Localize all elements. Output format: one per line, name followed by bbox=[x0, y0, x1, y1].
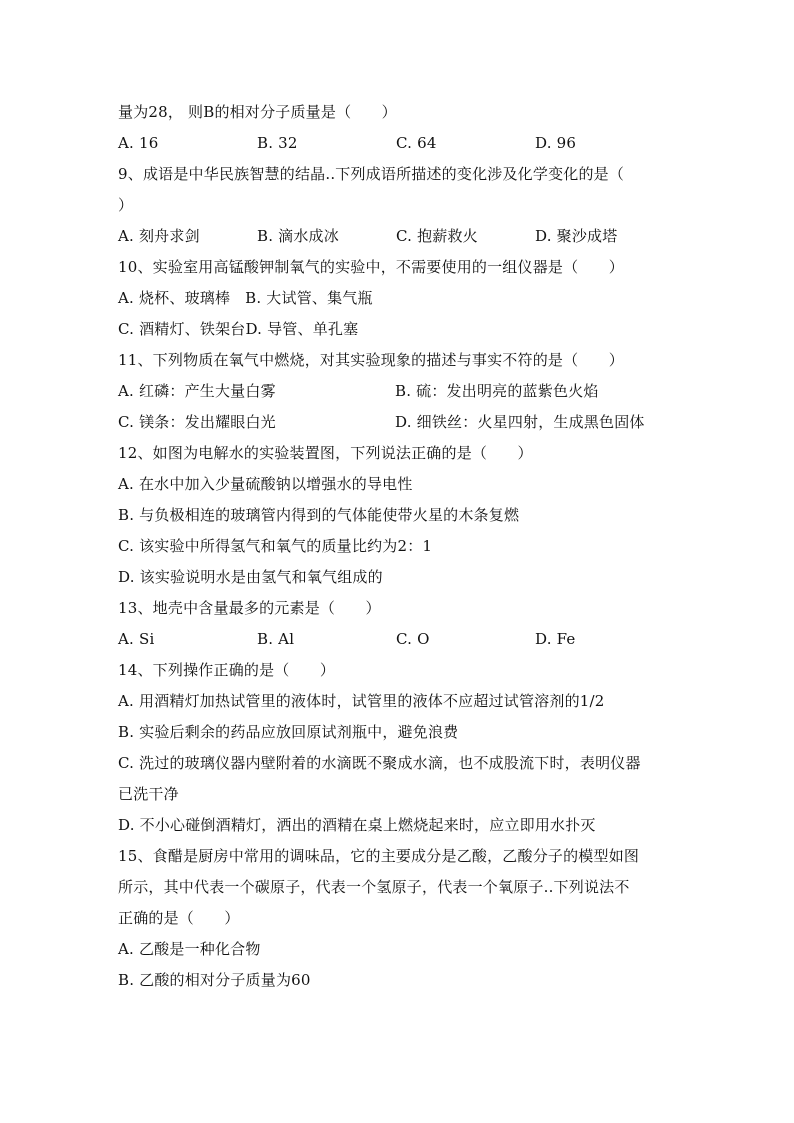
q13-option-a: A. Si bbox=[118, 630, 155, 648]
q13-option-b: B. Al bbox=[257, 630, 295, 648]
q15-option-a: A. 乙酸是一种化合物 bbox=[118, 940, 261, 958]
q11-stem: 11、下列物质在氧气中燃烧，对其实验现象的描述与事实不符的是（ ） bbox=[118, 351, 624, 369]
q11-option-a: A. 红磷：产生大量白雾 bbox=[118, 382, 276, 400]
q9-option-d: D. 聚沙成塔 bbox=[535, 227, 618, 245]
q12-option-b: B. 与负极相连的玻璃管内得到的气体能使带火星的木条复燃 bbox=[118, 506, 520, 524]
q14-option-b: B. 实验后剩余的药品应放回原试剂瓶中，避免浪费 bbox=[118, 723, 459, 741]
q12-option-d: D. 该实验说明水是由氢气和氧气组成的 bbox=[118, 568, 383, 586]
q8-stem-continuation: 量为28， 则B的相对分子质量是（ ） bbox=[118, 103, 397, 121]
q8-option-d: D. 96 bbox=[535, 134, 577, 152]
q15-stem-line-3: 正确的是（ ） bbox=[118, 909, 240, 927]
q9-options bbox=[118, 221, 678, 252]
q14-option-d: D. 不小心碰倒酒精灯，洒出的酒精在桌上燃烧起来时，应立即用水扑灭 bbox=[118, 816, 596, 834]
q12-option-a: A. 在水中加入少量硫酸钠以增强水的导电性 bbox=[118, 475, 413, 493]
q10-option-d: D. 导管、单孔塞 bbox=[245, 320, 359, 338]
q11-option-d: D. 细铁丝：火星四射，生成黑色固体 bbox=[395, 413, 645, 431]
q13-option-c: C. O bbox=[396, 630, 430, 648]
q9-option-b: B. 滴水成冰 bbox=[257, 227, 339, 245]
q11-options-row-1 bbox=[118, 376, 678, 407]
q9-stem-continuation: ） bbox=[118, 196, 134, 214]
q10-option-c: C. 酒精灯、铁架台 bbox=[118, 320, 246, 338]
q9-stem: 9、成语是中华民族智慧的结晶..下列成语所描述的变化涉及化学变化的是（ bbox=[118, 165, 625, 183]
q11-option-b: B. 硫：发出明亮的蓝紫色火焰 bbox=[395, 382, 599, 400]
q10-option-b: B. 大试管、集气瓶 bbox=[245, 289, 373, 307]
exam-page bbox=[118, 97, 678, 996]
q10-stem: 10、实验室用高锰酸钾制氧气的实验中，不需要使用的一组仪器是（ ） bbox=[118, 258, 624, 276]
q12-option-c: C. 该实验中所得氢气和氧气的质量比约为2：1 bbox=[118, 537, 433, 555]
q12-stem: 12、如图为电解水的实验装置图，下列说法正确的是（ ） bbox=[118, 444, 533, 462]
q8-option-c: C. 64 bbox=[396, 134, 437, 152]
q10-option-a: A. 烧杯、玻璃棒 bbox=[118, 289, 231, 307]
q13-options bbox=[118, 624, 678, 655]
q11-options-row-2 bbox=[118, 407, 678, 438]
q9-option-a: A. 刻舟求剑 bbox=[118, 227, 200, 245]
q8-option-a: A. 16 bbox=[118, 134, 159, 152]
q13-option-d: D. Fe bbox=[535, 630, 576, 648]
q14-option-c-continuation: 已洗干净 bbox=[118, 785, 179, 803]
q15-option-b: B. 乙酸的相对分子质量为60 bbox=[118, 971, 311, 989]
q10-options-row-2 bbox=[118, 314, 678, 345]
q9-option-c: C. 抱薪救火 bbox=[396, 227, 478, 245]
q8-option-b: B. 32 bbox=[257, 134, 298, 152]
q10-options-row-1 bbox=[118, 283, 678, 314]
q14-option-c: C. 洗过的玻璃仪器内壁附着的水滴既不聚成水滴，也不成股流下时，表明仪器 bbox=[118, 754, 641, 772]
q15-stem-line-1: 15、食醋是厨房中常用的调味品，它的主要成分是乙酸，乙酸分子的模型如图 bbox=[118, 847, 640, 865]
q15-stem-line-2: 所示，其中代表一个碳原子，代表一个氢原子，代表一个氧原子..下列说法不 bbox=[118, 878, 630, 896]
q11-option-c: C. 镁条：发出耀眼白光 bbox=[118, 413, 276, 431]
q14-option-a: A. 用酒精灯加热试管里的液体时，试管里的液体不应超过试管溶剂的1/2 bbox=[118, 692, 605, 710]
q14-stem: 14、下列操作正确的是（ ） bbox=[118, 661, 336, 679]
q13-stem: 13、地壳中含量最多的元素是（ ） bbox=[118, 599, 381, 617]
q8-options bbox=[118, 128, 678, 159]
